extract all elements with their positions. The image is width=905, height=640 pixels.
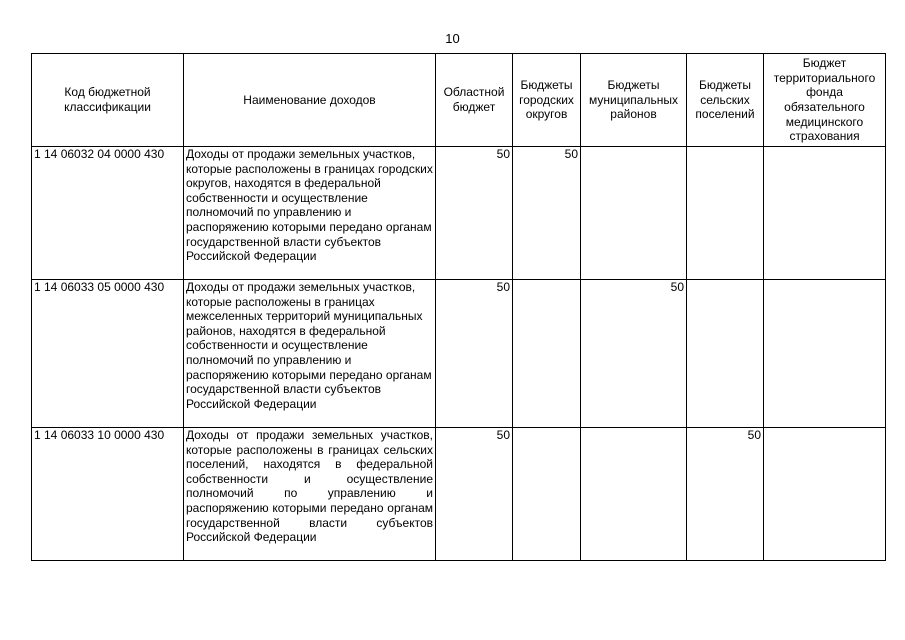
header-city-districts: Бюджеты городских округов bbox=[513, 54, 581, 147]
page-number: 10 bbox=[445, 31, 460, 46]
header-code: Код бюджетной классификации bbox=[32, 54, 184, 147]
cell-city-districts bbox=[513, 428, 581, 561]
header-regional: Областной бюджет bbox=[436, 54, 513, 147]
header-name: Наименование доходов bbox=[184, 54, 436, 147]
cell-regional: 50 bbox=[436, 428, 513, 561]
cell-health-fund bbox=[764, 280, 886, 428]
table-row bbox=[32, 428, 886, 561]
cell-municipal-districts bbox=[581, 428, 687, 561]
cell-code: 1 14 06032 04 0000 430 bbox=[32, 147, 184, 280]
cell-rural-settlements bbox=[687, 280, 764, 428]
header-health-fund: Бюджет территориального фонда обязательного медицинского страхования bbox=[764, 54, 886, 147]
cell-rural-settlements: 50 bbox=[687, 428, 764, 561]
cell-regional: 50 bbox=[436, 280, 513, 428]
cell-rural-settlements bbox=[687, 147, 764, 280]
cell-name: Доходы от продажи земельных участков, которые расположены в границах городских округов, находятся в федеральной собственности и осуществление полномочий по управлению и распоряжению которыми передано органам государственной власти субъектов Российской Федерации bbox=[184, 147, 436, 280]
revenue-distribution-table bbox=[31, 53, 886, 561]
table-row bbox=[32, 147, 886, 280]
header-rural-settlements: Бюджеты сельских поселений bbox=[687, 54, 764, 147]
cell-name: Доходы от продажи земельных участков, которые расположены в границах межселенных территорий муниципальных районов, находятся в федеральной собственности и осуществление полномочий по управлению и распоряжению которыми передано органам государственной власти субъектов Российской Федерации bbox=[184, 280, 436, 428]
cell-code: 1 14 06033 05 0000 430 bbox=[32, 280, 184, 428]
cell-code: 1 14 06033 10 0000 430 bbox=[32, 428, 184, 561]
cell-city-districts bbox=[513, 280, 581, 428]
cell-name: Доходы от продажи земельных участков, которые расположены в границах сельских поселений, находятся в федеральной собственности и осуществление полномочий по управлению и распоряжению которыми передано органам государственной власти субъектов Российской Федерации bbox=[184, 428, 436, 561]
cell-municipal-districts: 50 bbox=[581, 280, 687, 428]
cell-regional: 50 bbox=[436, 147, 513, 280]
table-row bbox=[32, 280, 886, 428]
header-municipal-districts: Бюджеты муниципальных районов bbox=[581, 54, 687, 147]
cell-municipal-districts bbox=[581, 147, 687, 280]
table-header-row bbox=[32, 54, 886, 147]
cell-health-fund bbox=[764, 428, 886, 561]
cell-health-fund bbox=[764, 147, 886, 280]
cell-city-districts: 50 bbox=[513, 147, 581, 280]
